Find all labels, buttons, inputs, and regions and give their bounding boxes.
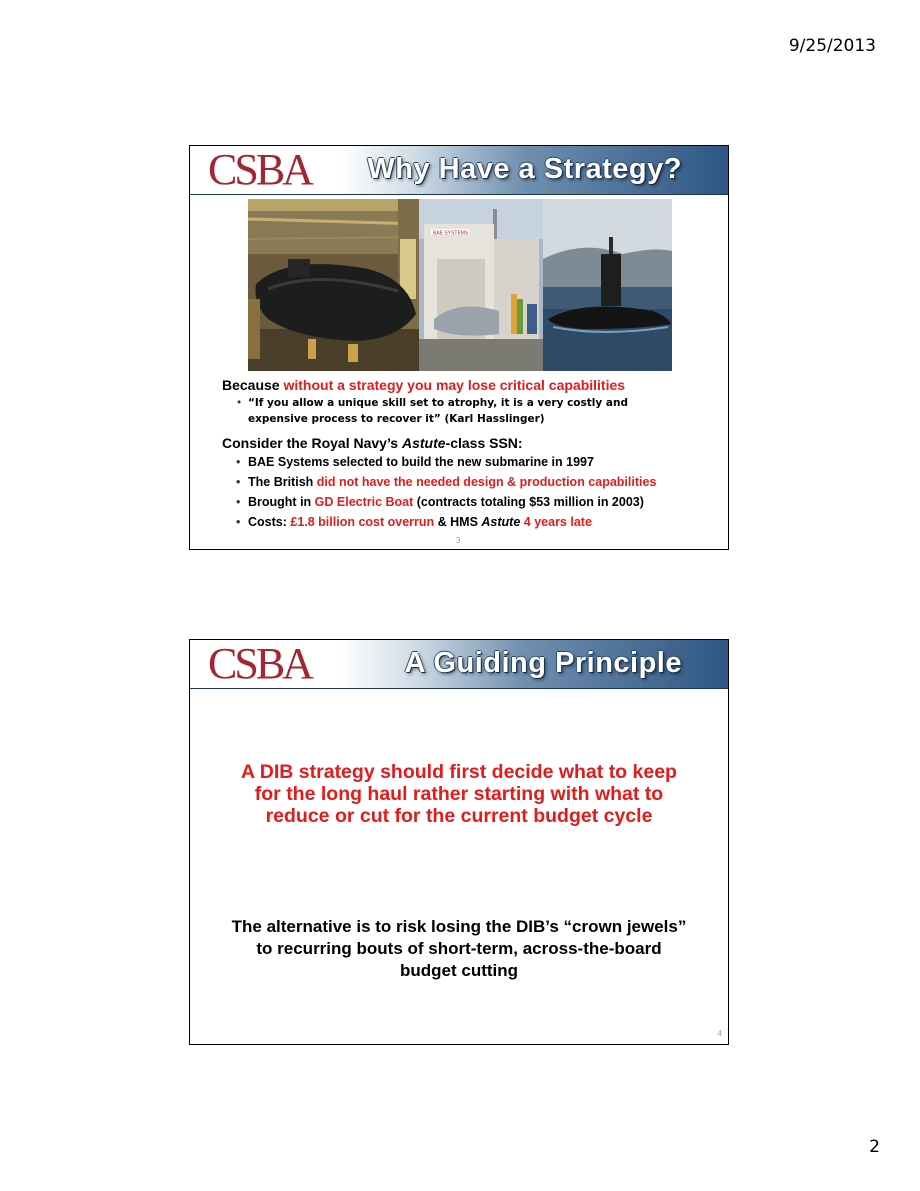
fact-item <box>222 472 722 492</box>
page-number: 2 <box>869 1137 880 1157</box>
slide-header <box>190 640 728 689</box>
slide-title: Why Have a Strategy? <box>367 153 682 185</box>
csba-logo: CSBA <box>208 639 311 688</box>
consider-italic: Astute <box>401 435 446 451</box>
fact-highlight-late: 4 years late <box>520 515 592 529</box>
consider-before: Consider the Royal Navy’s <box>222 435 402 451</box>
lead-highlight: without a strategy you may lose critical capabilities <box>283 377 626 393</box>
csba-logo: CSBA <box>208 145 311 194</box>
fact-item <box>222 452 722 472</box>
hasslinger-quote: • “If you allow a unique skill set to atrophy, it is a very costly and expensive process to recover it” (Karl Hasslinger) <box>222 395 688 427</box>
submarine-photo-strip <box>248 199 672 371</box>
consider-after: -class SSN: <box>445 435 523 451</box>
slide-number: 4 <box>717 1029 722 1038</box>
fact-text: Costs: <box>248 515 291 529</box>
lead-statement <box>222 377 722 394</box>
fact-highlight: did not have the needed design & production capabilities <box>316 475 657 489</box>
slide-header <box>190 146 728 195</box>
fact-highlight: GD Electric Boat <box>314 495 414 509</box>
lead-prefix: Because <box>222 377 284 393</box>
photo-strip-svg <box>248 199 672 371</box>
fact-mid: & HMS <box>434 515 482 529</box>
fact-text: The British <box>248 475 317 489</box>
slide-guiding-principle <box>189 639 729 1045</box>
bae-sign-text: BAE SYSTEMS <box>433 230 469 237</box>
fact-text: Brought in <box>248 495 315 509</box>
fact-text: BAE Systems selected to build the new submarine in 1997 <box>248 455 594 469</box>
alternative-text: The alternative is to risk losing the DIB’s “crown jewels” to recurring bouts of short-term, across-the-board budget cutting <box>231 917 687 980</box>
fact-item <box>222 512 722 532</box>
fact-suffix: (contracts totaling $53 million in 2003) <box>413 495 644 509</box>
astute-at-sea-photo <box>543 199 672 371</box>
fact-item <box>222 492 722 512</box>
slide-body <box>222 377 722 532</box>
submarine-hull-photo <box>248 199 419 371</box>
page-date: 9/25/2013 <box>788 36 876 56</box>
slide-why-have-a-strategy <box>189 145 729 550</box>
consider-heading <box>222 435 722 452</box>
bae-shipyard-photo <box>419 199 543 371</box>
quote-list <box>222 395 722 427</box>
slide-title: A Guiding Principle <box>404 647 682 679</box>
fact-italic: Astute <box>481 515 521 529</box>
slide-number: 3 <box>456 536 461 545</box>
fact-list <box>222 452 722 532</box>
guiding-principle-text: A DIB strategy should first decide what to keep for the long haul rather starting with what to reduce or cut for the current budget cycle <box>241 761 677 827</box>
fact-highlight: £1.8 billion cost overrun <box>290 515 435 529</box>
